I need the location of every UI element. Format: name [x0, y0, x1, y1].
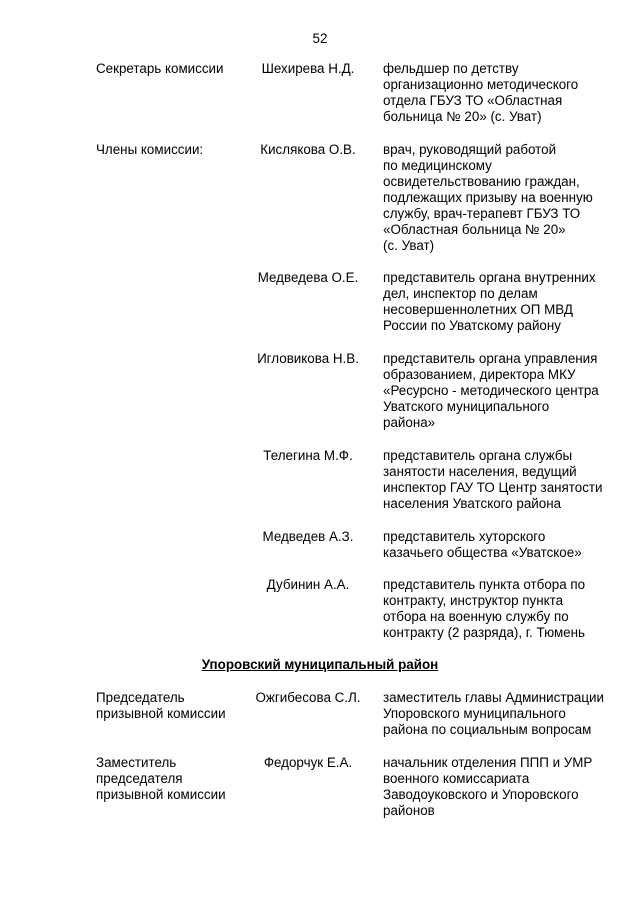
description-line: контракту (2 разряда), г. Тюмень: [383, 625, 586, 640]
member-name: Федорчук Е.А.: [263, 755, 353, 770]
description-line: контракту, инструктор пункта: [383, 593, 564, 608]
member-name: Кислякова О.В.: [260, 142, 356, 157]
description-line: представитель органа службы: [383, 448, 573, 463]
role-line: Члены комиссии:: [96, 142, 204, 157]
member-description: [383, 448, 628, 512]
member-name: Шехирева Н.Д.: [261, 61, 355, 76]
description-line: подлежащих призыву на военную: [383, 190, 593, 205]
role-line: председателя: [96, 771, 183, 786]
member-description: [383, 755, 628, 819]
description-line: инспектор ГАУ ТО Центр занятости: [383, 480, 603, 495]
description-line: службу, врач-терапевт ГБУЗ ТО: [383, 206, 581, 221]
member-description: [383, 577, 628, 641]
member-description: [383, 270, 628, 334]
description-line: представитель пункта отбора по: [383, 577, 586, 592]
description-line: Упоровского муниципального: [383, 706, 566, 721]
description-line: несовершеннолетних ОП МВД: [383, 302, 573, 317]
description-line: «Ресурсно - методического центра: [383, 383, 599, 398]
description-line: района по социальным вопросам: [383, 722, 592, 737]
page-number: 52: [312, 31, 328, 46]
description-line: организационно методического: [383, 77, 579, 92]
member-name: Телегина М.Ф.: [263, 448, 353, 463]
description-line: районов: [383, 803, 435, 818]
description-line: военного комиссариата: [383, 771, 530, 786]
description-line: занятости населения, ведущий: [383, 464, 577, 479]
member-name: Игловикова Н.В.: [257, 351, 359, 366]
description-line: Заводоуковского и Упоровского: [383, 787, 579, 802]
member-description: [383, 351, 628, 431]
description-line: «Областная больница № 20»: [383, 222, 566, 237]
description-line: дел, инспектор по делам: [383, 286, 538, 301]
description-line: отбора на военную службу по: [383, 609, 569, 624]
description-line: района»: [383, 415, 436, 430]
description-line: представитель органа управления: [383, 351, 598, 366]
description-line: населения Уватского района: [383, 496, 562, 511]
description-line: начальник отделения ППП и УМР: [383, 755, 593, 770]
description-line: представитель хуторского: [383, 529, 546, 544]
role-line: призывной комиссии: [96, 787, 226, 802]
description-line: отдела ГБУЗ ТО «Областная: [383, 93, 563, 108]
role-line: Секретарь комиссии: [96, 61, 224, 76]
description-line: представитель органа внутренних: [383, 270, 596, 285]
district-heading: Упоровский муниципальный район: [201, 657, 439, 672]
member-name: Ожгибесова С.Л.: [255, 690, 361, 705]
member-role: [96, 755, 256, 803]
member-role: [96, 61, 256, 77]
description-line: фельдшер по детству: [383, 61, 519, 76]
member-description: [383, 61, 628, 125]
member-role: [96, 690, 256, 722]
member-description: [383, 142, 628, 254]
member-description: [383, 690, 628, 738]
member-name: Медведев А.З.: [262, 529, 354, 544]
role-line: призывной комиссии: [96, 706, 226, 721]
member-role: [96, 142, 256, 158]
role-line: Заместитель: [96, 755, 177, 770]
description-line: образованием, директора МКУ: [383, 367, 576, 382]
description-line: освидетельствованию граждан,: [383, 174, 580, 189]
description-line: врач, руководящий работой: [383, 142, 557, 157]
member-description: [383, 529, 628, 561]
member-name: Дубинин А.А.: [266, 577, 350, 592]
description-line: заместитель главы Администрации: [383, 690, 605, 705]
description-line: казачьего общества «Уватское»: [383, 545, 582, 560]
description-line: по медицинскому: [383, 158, 492, 173]
description-line: больница № 20» (с. Уват): [383, 109, 542, 124]
description-line: Уватского муниципального: [383, 399, 550, 414]
member-name: Медведева О.Е.: [257, 270, 359, 285]
description-line: (с. Уват): [383, 238, 435, 253]
description-line: России по Уватскому району: [383, 318, 561, 333]
role-line: Председатель: [96, 690, 185, 705]
